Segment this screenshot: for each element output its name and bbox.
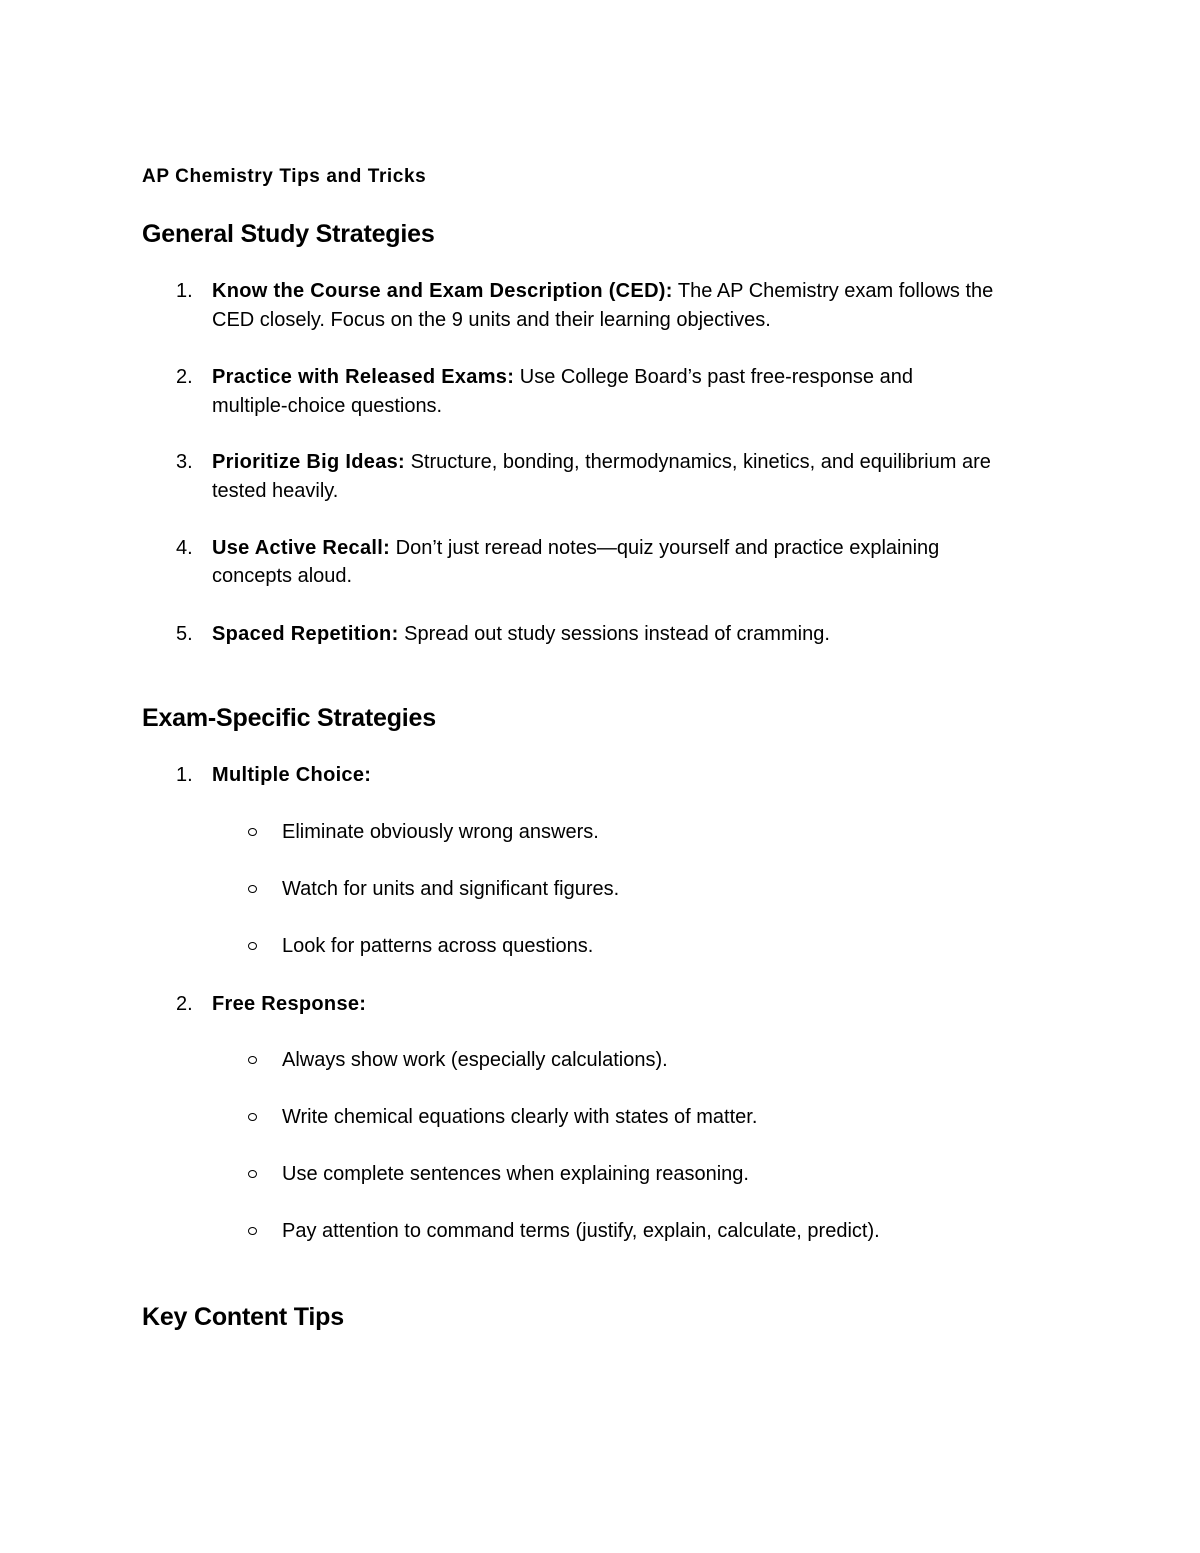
list-item-line <box>212 448 991 477</box>
list-item-bold: Multiple Choice: <box>212 764 372 786</box>
list-item-line <box>212 277 993 306</box>
section-heading-general-study: General Study Strategies <box>142 220 435 248</box>
hollow-bullet-icon <box>246 1217 260 1246</box>
sub-list-item: Eliminate obviously wrong answers. <box>282 821 599 843</box>
list-item-text: Structure, bonding, thermodynamics, kinetics, and equilibrium are <box>405 451 991 473</box>
section-heading-key-content: Key Content Tips <box>142 1303 344 1331</box>
sub-list-item: Use complete sentences when explaining reasoning. <box>282 1163 749 1185</box>
list-item-text: Use College Board’s past free-response and <box>514 366 913 388</box>
sub-list-item: Pay attention to command terms (justify, explain, calculate, predict). <box>282 1220 880 1242</box>
list-item-line: multiple-choice questions. <box>212 395 443 417</box>
list-number: 1. <box>176 764 193 786</box>
section-heading-exam-specific: Exam-Specific Strategies <box>142 704 436 732</box>
hollow-bullet-icon <box>246 1160 260 1189</box>
document-title: AP Chemistry Tips and Tricks <box>142 166 427 187</box>
list-item-bold: Know the Course and Exam Description (CED): <box>212 280 673 302</box>
list-item-bold: Practice with Released Exams: <box>212 366 515 388</box>
list-item-line: tested heavily. <box>212 480 339 502</box>
list-item-bold: Prioritize Big Ideas: <box>212 451 406 473</box>
list-item-text: The AP Chemistry exam follows the <box>672 280 994 302</box>
list-item-line <box>212 363 913 392</box>
list-number: 2. <box>176 366 193 388</box>
list-item-line: CED closely. Focus on the 9 units and their learning objectives. <box>212 309 771 331</box>
hollow-bullet-icon <box>246 1046 260 1075</box>
hollow-bullet-icon <box>246 875 260 904</box>
sub-list-item: Always show work (especially calculations). <box>282 1049 668 1071</box>
list-item-bold: Free Response: <box>212 993 367 1015</box>
hollow-bullet-icon <box>246 1103 260 1132</box>
list-number: 1. <box>176 280 193 302</box>
list-item-line <box>212 534 939 563</box>
list-item-text: Don’t just reread notes—quiz yourself and practice explaining <box>390 537 940 559</box>
list-item-text: Spread out study sessions instead of cramming. <box>398 623 830 645</box>
list-number: 5. <box>176 623 193 645</box>
list-number: 3. <box>176 451 193 473</box>
list-item-line <box>212 990 366 1019</box>
hollow-bullet-icon <box>246 818 260 847</box>
list-item-bold: Use Active Recall: <box>212 537 391 559</box>
list-item-line <box>212 761 371 790</box>
hollow-bullet-icon <box>246 932 260 961</box>
list-item-line: concepts aloud. <box>212 565 353 587</box>
sub-list-item: Watch for units and significant figures. <box>282 878 620 900</box>
sub-list-item: Write chemical equations clearly with states of matter. <box>282 1106 758 1128</box>
list-number: 2. <box>176 993 193 1015</box>
list-item-bold: Spaced Repetition: <box>212 623 399 645</box>
sub-list-item: Look for patterns across questions. <box>282 935 594 957</box>
list-item-line <box>212 620 830 649</box>
list-number: 4. <box>176 537 193 559</box>
